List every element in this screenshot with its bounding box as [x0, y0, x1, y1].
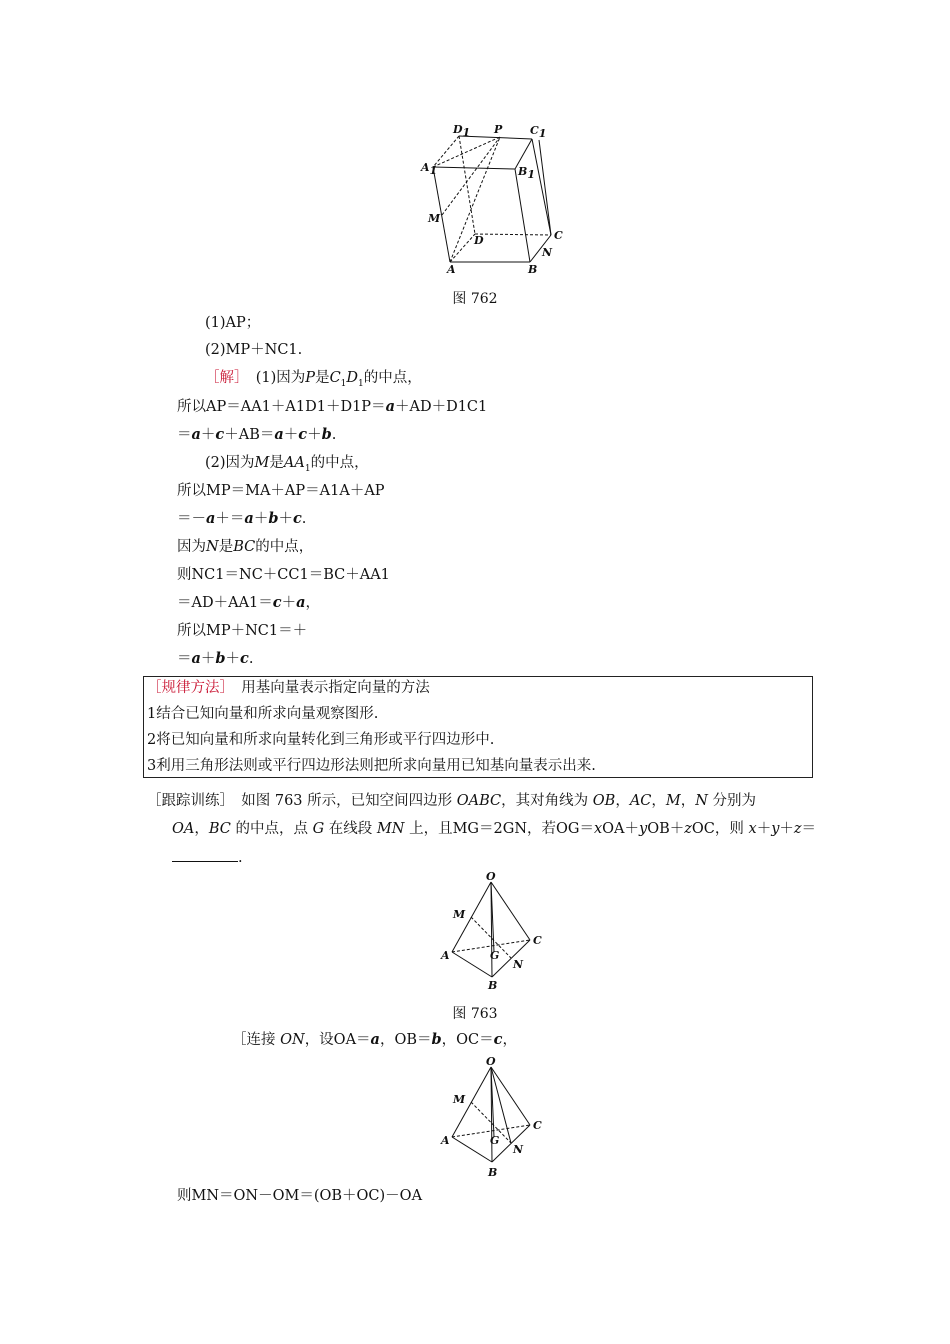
- label-A: A: [447, 263, 456, 276]
- exercise-line-3: .: [172, 847, 243, 868]
- answer-line-1: ［连接 ON，设OA＝a，OB＝b，OC＝c，: [232, 1031, 517, 1048]
- method-item-3: 3利用三角形法则或平行四边形法则把所求向量用已知基向量表示出来.: [147, 758, 596, 774]
- exercise-line-2: OA，BC 的中点，点 G 在线段 MN 上，且MG＝2GN，若OG＝xOA＋yOB＋zOC，则 x＋y＋z＝: [172, 821, 817, 837]
- label-C: C: [554, 229, 563, 242]
- figure-762: [415, 122, 575, 282]
- fig763-label-O: O: [486, 870, 496, 883]
- question-1: (1)AP；: [205, 315, 261, 331]
- solution-line-4: (2)因为M是$AA_1$的中点，: [205, 455, 369, 474]
- solution-line-6: ＝－a＋＝a＋b＋c.: [177, 510, 307, 527]
- tetrahedron-solution-diagram: [436, 1055, 546, 1185]
- question-2: (2)MP＋NC1.: [205, 342, 303, 358]
- figure-762-caption: 图 762: [452, 291, 498, 307]
- label-N: N: [542, 246, 553, 259]
- label-M: M: [428, 212, 441, 225]
- label-P: P: [494, 123, 503, 136]
- method-title: ［规律方法］ 用基向量表示指定向量的方法: [147, 680, 430, 696]
- solution-line-1: ［解］ (1)因为P是$C_1D_1$的中点，: [205, 370, 422, 389]
- exercise-tag: ［跟踪训练］: [147, 793, 227, 809]
- label-B: B: [528, 263, 538, 276]
- exercise-line-1: ［跟踪训练］ 如图 763 所示，已知空间四边形 OABC，其对角线为 OB，AC，M，N 分别为: [147, 793, 757, 809]
- solution-line-5: 所以MP＝MA＋AP＝A1A＋AP: [177, 483, 385, 499]
- method-item-1: 1结合已知向量和所求向量观察图形.: [147, 706, 379, 722]
- figure-solution: [436, 1055, 546, 1185]
- solution-line-2: 所以AP＝AA1＋A1D1＋D1P＝a＋AD＋D1C1: [177, 398, 488, 415]
- sol-label-C: C: [533, 1119, 542, 1132]
- solution-line-11: ＝a＋b＋c.: [177, 650, 254, 667]
- fig763-label-B: B: [488, 979, 498, 992]
- fig763-label-M: M: [453, 908, 466, 921]
- prism-diagram: [415, 122, 575, 282]
- fig763-label-N: N: [513, 958, 524, 971]
- tetrahedron-diagram: [436, 870, 546, 1000]
- solution-line-10: 所以MP＋NC1＝＋: [177, 623, 308, 639]
- solution-line-7: 因为N是BC的中点，: [177, 539, 314, 555]
- fig763-label-C: C: [533, 934, 542, 947]
- label-D1: D1: [453, 123, 471, 139]
- label-A1: A1: [421, 161, 438, 177]
- sol-label-A: A: [441, 1134, 450, 1147]
- sol-label-G: G: [490, 1134, 500, 1147]
- sol-label-O: O: [486, 1055, 496, 1068]
- figure-763-caption: 图 763: [452, 1006, 498, 1022]
- fig763-label-G: G: [490, 949, 500, 962]
- sol-label-N: N: [513, 1143, 524, 1156]
- sol-label-B: B: [488, 1166, 498, 1179]
- answer-line-2: 则MN＝ON－OM＝(OB＋OC)－OA: [177, 1188, 423, 1204]
- label-D: D: [474, 234, 484, 247]
- method-tag: ［规律方法］: [147, 680, 227, 696]
- answer-blank: [172, 847, 238, 862]
- solution-tag: ［解］: [205, 370, 242, 386]
- solution-line-8: 则NC1＝NC＋CC1＝BC＋AA1: [177, 567, 390, 583]
- solution-line-3: ＝a＋c＋AB＝a＋c＋b.: [177, 426, 337, 443]
- label-B1: B1: [518, 165, 535, 181]
- solution-line-9: ＝AD＋AA1＝c＋a，: [177, 594, 321, 611]
- label-C1: C1: [530, 124, 547, 140]
- method-item-2: 2将已知向量和所求向量转化到三角形或平行四边形中.: [147, 732, 495, 748]
- method-box: [143, 676, 813, 778]
- sol-label-M: M: [453, 1093, 466, 1106]
- figure-763: [436, 870, 546, 1000]
- fig763-label-A: A: [441, 949, 450, 962]
